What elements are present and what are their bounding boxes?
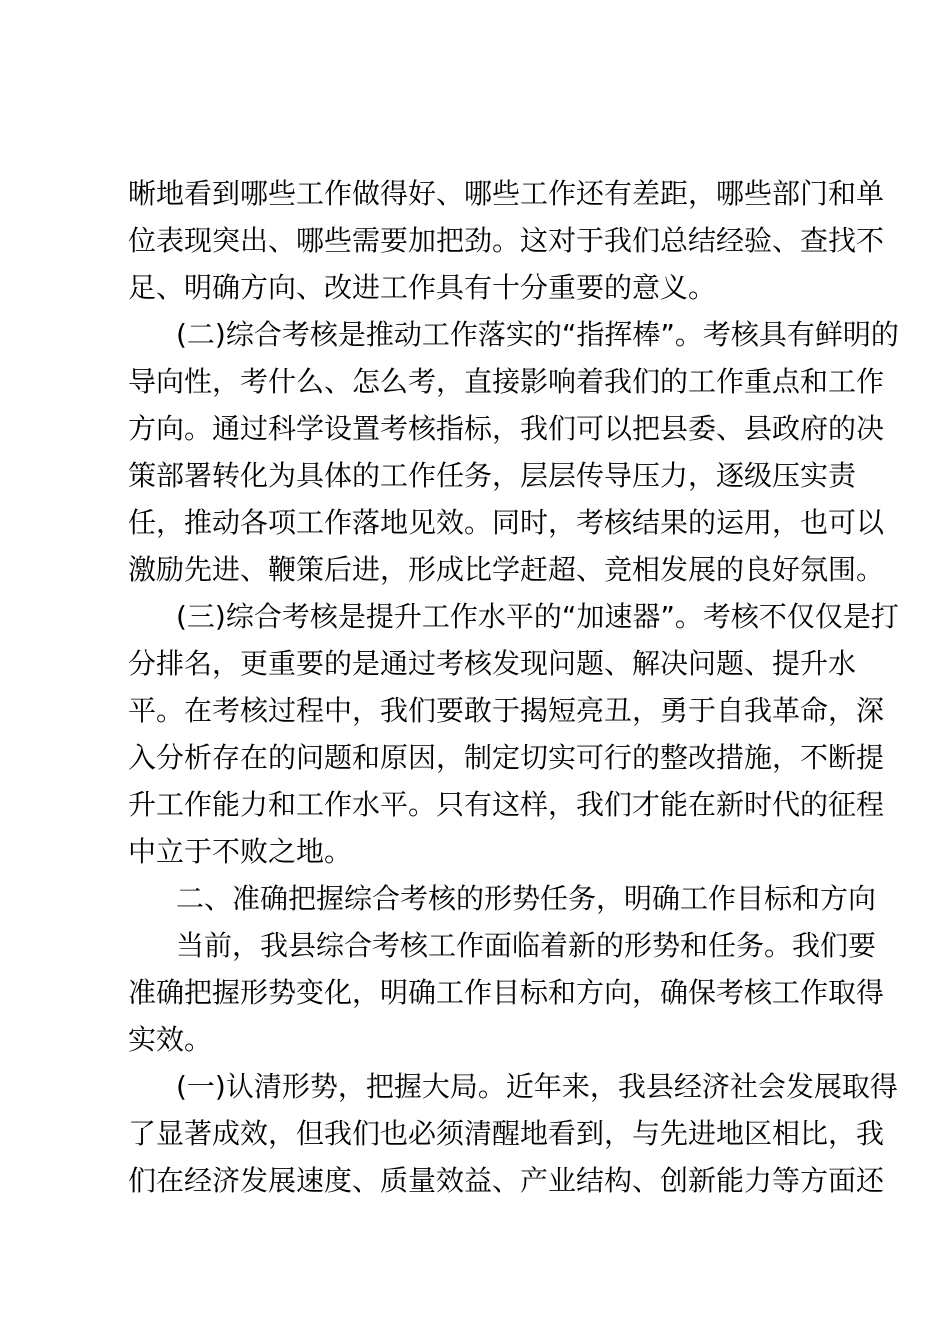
text-line: 当前，我县综合考核工作面临着新的形势和任务。我们要: [176, 929, 877, 962]
text-line: 方向。通过科学设置考核指标，我们可以把县委、县政府的决: [128, 412, 885, 445]
text-line: 中立于不败之地。: [128, 835, 353, 868]
text-line: 平。在考核过程中，我们要敢于揭短亮丑，勇于自我革命，深: [128, 694, 885, 727]
section-heading: (三)综合考核是提升工作水平的“加速器”。考核不仅仅是打: [176, 600, 899, 633]
text-line: 了显著成效，但我们也必须清醒地看到，与先进地区相比，我: [128, 1117, 885, 1150]
text-line: 准确把握形势变化，明确工作目标和方向，确保考核工作取得: [128, 976, 885, 1009]
text-line: 实效。: [128, 1023, 213, 1056]
text-line: 足、明确方向、改进工作具有十分重要的意义。: [128, 271, 717, 304]
text-line: 们在经济发展速度、质量效益、产业结构、创新能力等方面还: [128, 1164, 885, 1197]
text-line: 入分析存在的问题和原因，制定切实可行的整改措施，不断提: [128, 741, 885, 774]
chapter-heading: 二、准确把握综合考核的形势任务，明确工作目标和方向: [176, 882, 877, 915]
text-line: 导向性，考什么、怎么考，直接影响着我们的工作重点和工作: [128, 365, 885, 398]
text-line: 升工作能力和工作水平。只有这样，我们才能在新时代的征程: [128, 788, 885, 821]
text-line: 位表现突出、哪些需要加把劲。这对于我们总结经验、查找不: [128, 224, 885, 257]
section-heading: (一)认清形势，把握大局。近年来，我县经济社会发展取得: [176, 1070, 898, 1103]
section-heading: (二)综合考核是推动工作落实的“指挥棒”。考核具有鲜明的: [176, 318, 899, 351]
text-line: 激励先进、鞭策后进，形成比学赶超、竞相发展的良好氛围。: [128, 553, 885, 586]
text-line: 任，推动各项工作落地见效。同时，考核结果的运用，也可以: [128, 506, 885, 539]
text-line: 分排名，更重要的是通过考核发现问题、解决问题、提升水: [128, 647, 857, 680]
text-line: 晰地看到哪些工作做得好、哪些工作还有差距，哪些部门和单: [128, 177, 885, 210]
text-line: 策部署转化为具体的工作任务，层层传导压力，逐级压实责: [128, 459, 857, 492]
